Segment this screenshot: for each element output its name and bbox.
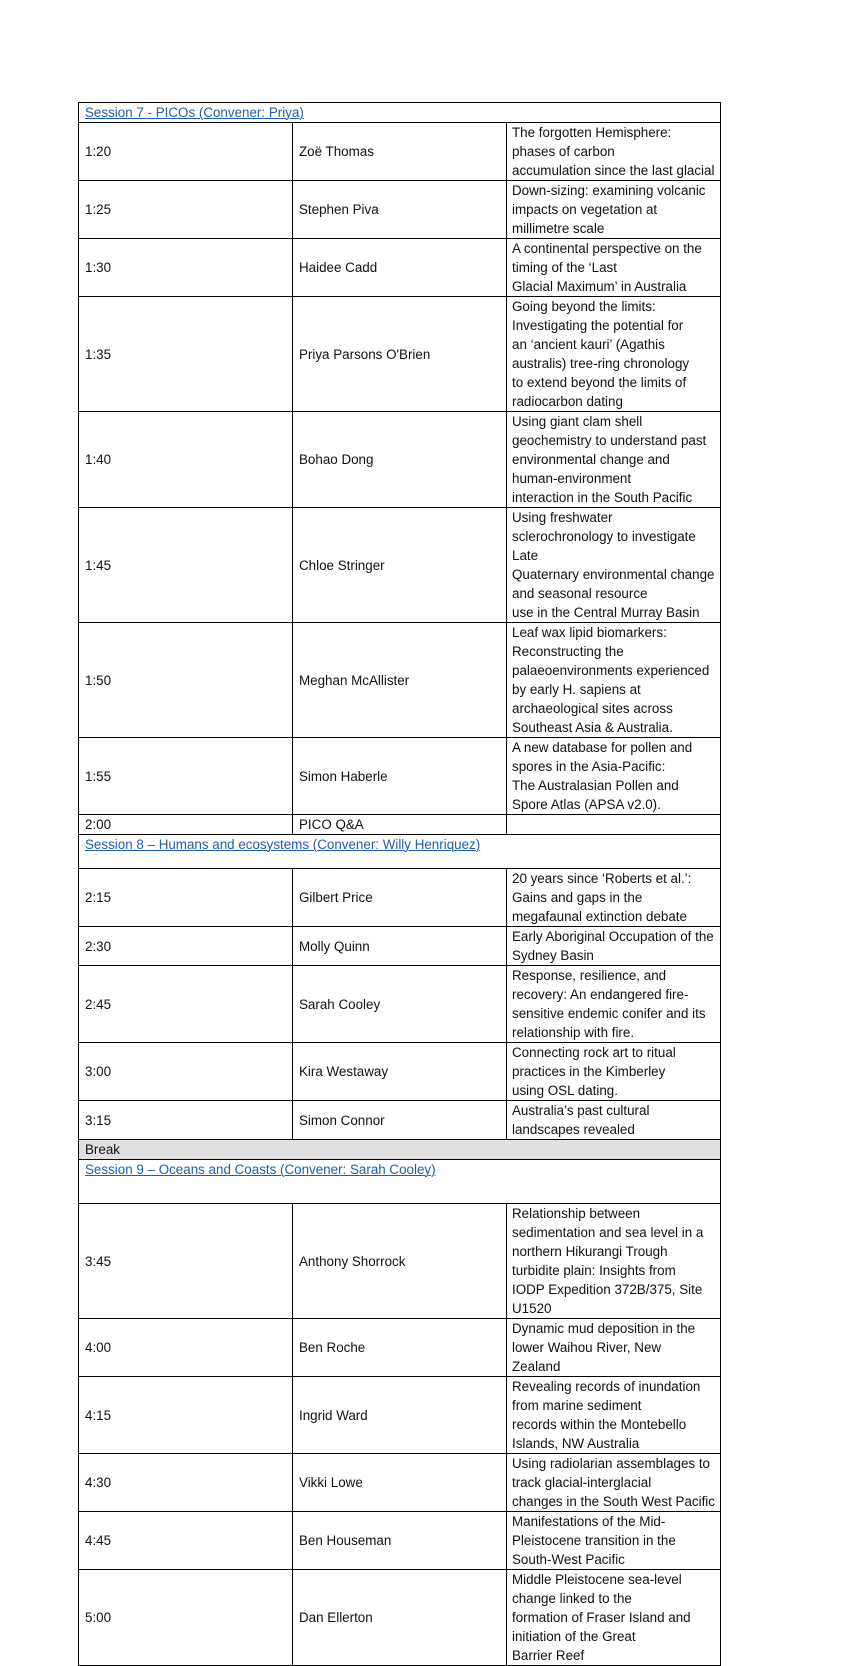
talk-title-line: The forgotten Hemisphere: phases of carbon <box>512 125 672 159</box>
talk-time: 3:00 <box>79 1043 293 1101</box>
talk-row <box>79 297 721 412</box>
talk-time: 1:25 <box>79 181 293 239</box>
talk-row <box>79 412 721 508</box>
talk-title-line: millimetre scale <box>512 221 605 236</box>
schedule-table <box>78 102 721 1666</box>
talk-row <box>79 1204 721 1319</box>
talk-title <box>507 1204 721 1319</box>
talk-row <box>79 1454 721 1512</box>
session-header-row <box>79 103 721 123</box>
talk-title-line: Revealing records of inundation from marine sediment <box>512 1379 701 1413</box>
talk-time: 4:00 <box>79 1319 293 1377</box>
talk-row <box>79 181 721 239</box>
talk-time: 1:40 <box>79 412 293 508</box>
break-label: Break <box>79 1140 721 1160</box>
talk-row <box>79 869 721 927</box>
talk-time: 1:20 <box>79 123 293 181</box>
talk-speaker: Stephen Piva <box>293 181 507 239</box>
talk-title-line: Response, resilience, and recovery: An endangered fire- <box>512 968 689 1002</box>
talk-row <box>79 927 721 966</box>
talk-title-line: interaction in the South Pacific <box>512 490 693 505</box>
talk-speaker: Haidee Cadd <box>293 239 507 297</box>
talk-speaker: Dan Ellerton <box>293 1570 507 1666</box>
talk-title-line: an ‘ancient kauri’ (Agathis australis) tree-ring chronology <box>512 337 690 371</box>
talk-title-line: 20 years since ‘Roberts et al.’: Gains and gaps in the <box>512 871 692 905</box>
talk-speaker: Ingrid Ward <box>293 1377 507 1454</box>
talk-title <box>507 738 721 815</box>
session-heading: Session 7 - PICOs (Convener: Priya) <box>79 103 721 123</box>
talk-speaker: Meghan McAllister <box>293 623 507 738</box>
talk-title-line: Glacial Maximum’ in Australia <box>512 279 687 294</box>
talk-title-line: northern Hikurangi Trough turbidite plain: Insights from <box>512 1244 676 1278</box>
talk-speaker: Ben Houseman <box>293 1512 507 1570</box>
talk-title-line: environmental change and human-environment <box>512 452 670 486</box>
break-row <box>79 1140 721 1160</box>
talk-row <box>79 123 721 181</box>
talk-title <box>507 1454 721 1512</box>
talk-speaker: Molly Quinn <box>293 927 507 966</box>
talk-title-line: Dynamic mud deposition in the lower Waihou River, New <box>512 1321 696 1355</box>
talk-speaker: Priya Parsons O'Brien <box>293 297 507 412</box>
talk-title-line: Leaf wax lipid biomarkers: Reconstructing the <box>512 625 667 659</box>
talk-title-line: Using freshwater sclerochronology to investigate Late <box>512 510 696 563</box>
talk-speaker: Bohao Dong <box>293 412 507 508</box>
talk-row <box>79 1570 721 1666</box>
talk-title-line: use in the Central Murray Basin <box>512 605 700 620</box>
talk-title-line: Using radiolarian assemblages to track glacial-interglacial <box>512 1456 710 1490</box>
talk-title-line: A continental perspective on the timing of the ‘Last <box>512 241 702 275</box>
schedule-body <box>79 103 721 1666</box>
talk-title-line: Barrier Reef <box>512 1648 585 1663</box>
talk-time: 1:35 <box>79 297 293 412</box>
talk-title-line: Zealand <box>512 1359 561 1374</box>
talk-title <box>507 508 721 623</box>
talk-time: 1:30 <box>79 239 293 297</box>
talk-title-line: The Australasian Pollen and Spore Atlas (APSA v2.0). <box>512 778 679 812</box>
talk-title <box>507 239 721 297</box>
talk-title-line: changes in the South West Pacific <box>512 1494 715 1509</box>
talk-time: 4:45 <box>79 1512 293 1570</box>
talk-title <box>507 1377 721 1454</box>
talk-row <box>79 239 721 297</box>
talk-speaker: Sarah Cooley <box>293 966 507 1043</box>
talk-title-line: IODP Expedition 372B/375, Site U1520 <box>512 1282 703 1316</box>
talk-time: 2:15 <box>79 869 293 927</box>
talk-title-line: A new database for pollen and spores in the Asia-Pacific: <box>512 740 693 774</box>
talk-title-line: Connecting rock art to ritual practices in the Kimberley <box>512 1045 676 1079</box>
talk-title <box>507 1043 721 1101</box>
talk-row <box>79 1319 721 1377</box>
talk-title-line: sensitive endemic conifer and its relationship with fire. <box>512 1006 706 1040</box>
session-header-row <box>79 1160 721 1204</box>
session-header-row <box>79 835 721 869</box>
talk-time: 2:00 <box>79 815 293 835</box>
talk-time: 1:45 <box>79 508 293 623</box>
talk-title <box>507 966 721 1043</box>
talk-title-line: Relationship between sedimentation and sea level in a <box>512 1206 704 1240</box>
talk-time: 2:45 <box>79 966 293 1043</box>
talk-row <box>79 738 721 815</box>
talk-title-line: Using giant clam shell geochemistry to understand past <box>512 414 707 448</box>
talk-time: 5:00 <box>79 1570 293 1666</box>
talk-speaker: Vikki Lowe <box>293 1454 507 1512</box>
talk-title <box>507 1570 721 1666</box>
talk-time: 1:55 <box>79 738 293 815</box>
talk-title <box>507 1319 721 1377</box>
talk-row <box>79 623 721 738</box>
talk-row <box>79 1101 721 1140</box>
session-heading: Session 8 – Humans and ecosystems (Convener: Willy Henriquez) <box>79 835 721 869</box>
talk-title-line: records within the Montebello Islands, NW Australia <box>512 1417 687 1451</box>
talk-speaker: Gilbert Price <box>293 869 507 927</box>
talk-title <box>507 869 721 927</box>
talk-title-line: Going beyond the limits: Investigating the potential for <box>512 299 684 333</box>
talk-speaker: Simon Connor <box>293 1101 507 1140</box>
talk-title-line: South-West Pacific <box>512 1552 625 1567</box>
talk-title <box>507 927 721 966</box>
talk-title <box>507 1512 721 1570</box>
talk-row <box>79 1377 721 1454</box>
session-heading: Session 9 – Oceans and Coasts (Convener: Sarah Cooley) <box>79 1160 721 1204</box>
talk-row <box>79 1043 721 1101</box>
talk-speaker: Zoë Thomas <box>293 123 507 181</box>
talk-row <box>79 1512 721 1570</box>
talk-row <box>79 508 721 623</box>
talk-speaker: Ben Roche <box>293 1319 507 1377</box>
talk-title-line: Manifestations of the Mid-Pleistocene transition in the <box>512 1514 676 1548</box>
talk-speaker: PICO Q&A <box>293 815 507 835</box>
talk-row <box>79 966 721 1043</box>
talk-time: 4:30 <box>79 1454 293 1512</box>
talk-title <box>507 623 721 738</box>
talk-row <box>79 815 721 835</box>
talk-time: 2:30 <box>79 927 293 966</box>
talk-title-line: accumulation since the last glacial <box>512 163 715 178</box>
talk-time: 4:15 <box>79 1377 293 1454</box>
talk-title-line: Early Aboriginal Occupation of the Sydney Basin <box>512 929 714 963</box>
talk-title <box>507 297 721 412</box>
talk-title-line: to extend beyond the limits of radiocarbon dating <box>512 375 687 409</box>
talk-title-line: formation of Fraser Island and initiation of the Great <box>512 1610 691 1644</box>
talk-title <box>507 815 721 835</box>
talk-time: 3:15 <box>79 1101 293 1140</box>
talk-title-line: Quaternary environmental change and seasonal resource <box>512 567 715 601</box>
talk-title <box>507 181 721 239</box>
talk-title-line: Australia’s past cultural landscapes revealed <box>512 1103 650 1137</box>
talk-title <box>507 412 721 508</box>
talk-title-line: Middle Pleistocene sea-level change linked to the <box>512 1572 682 1606</box>
talk-title-line: Down-sizing: examining volcanic impacts on vegetation at <box>512 183 706 217</box>
talk-time: 3:45 <box>79 1204 293 1319</box>
talk-title-line: archaeological sites across Southeast Asia & Australia. <box>512 701 673 735</box>
talk-speaker: Kira Westaway <box>293 1043 507 1101</box>
talk-title <box>507 123 721 181</box>
talk-title <box>507 1101 721 1140</box>
talk-time: 1:50 <box>79 623 293 738</box>
talk-speaker: Chloe Stringer <box>293 508 507 623</box>
talk-speaker: Simon Haberle <box>293 738 507 815</box>
talk-title-line: using OSL dating. <box>512 1083 618 1098</box>
talk-speaker: Anthony Shorrock <box>293 1204 507 1319</box>
talk-title-line: palaeoenvironments experienced by early H. sapiens at <box>512 663 710 697</box>
talk-title-line: megafaunal extinction debate <box>512 909 687 924</box>
